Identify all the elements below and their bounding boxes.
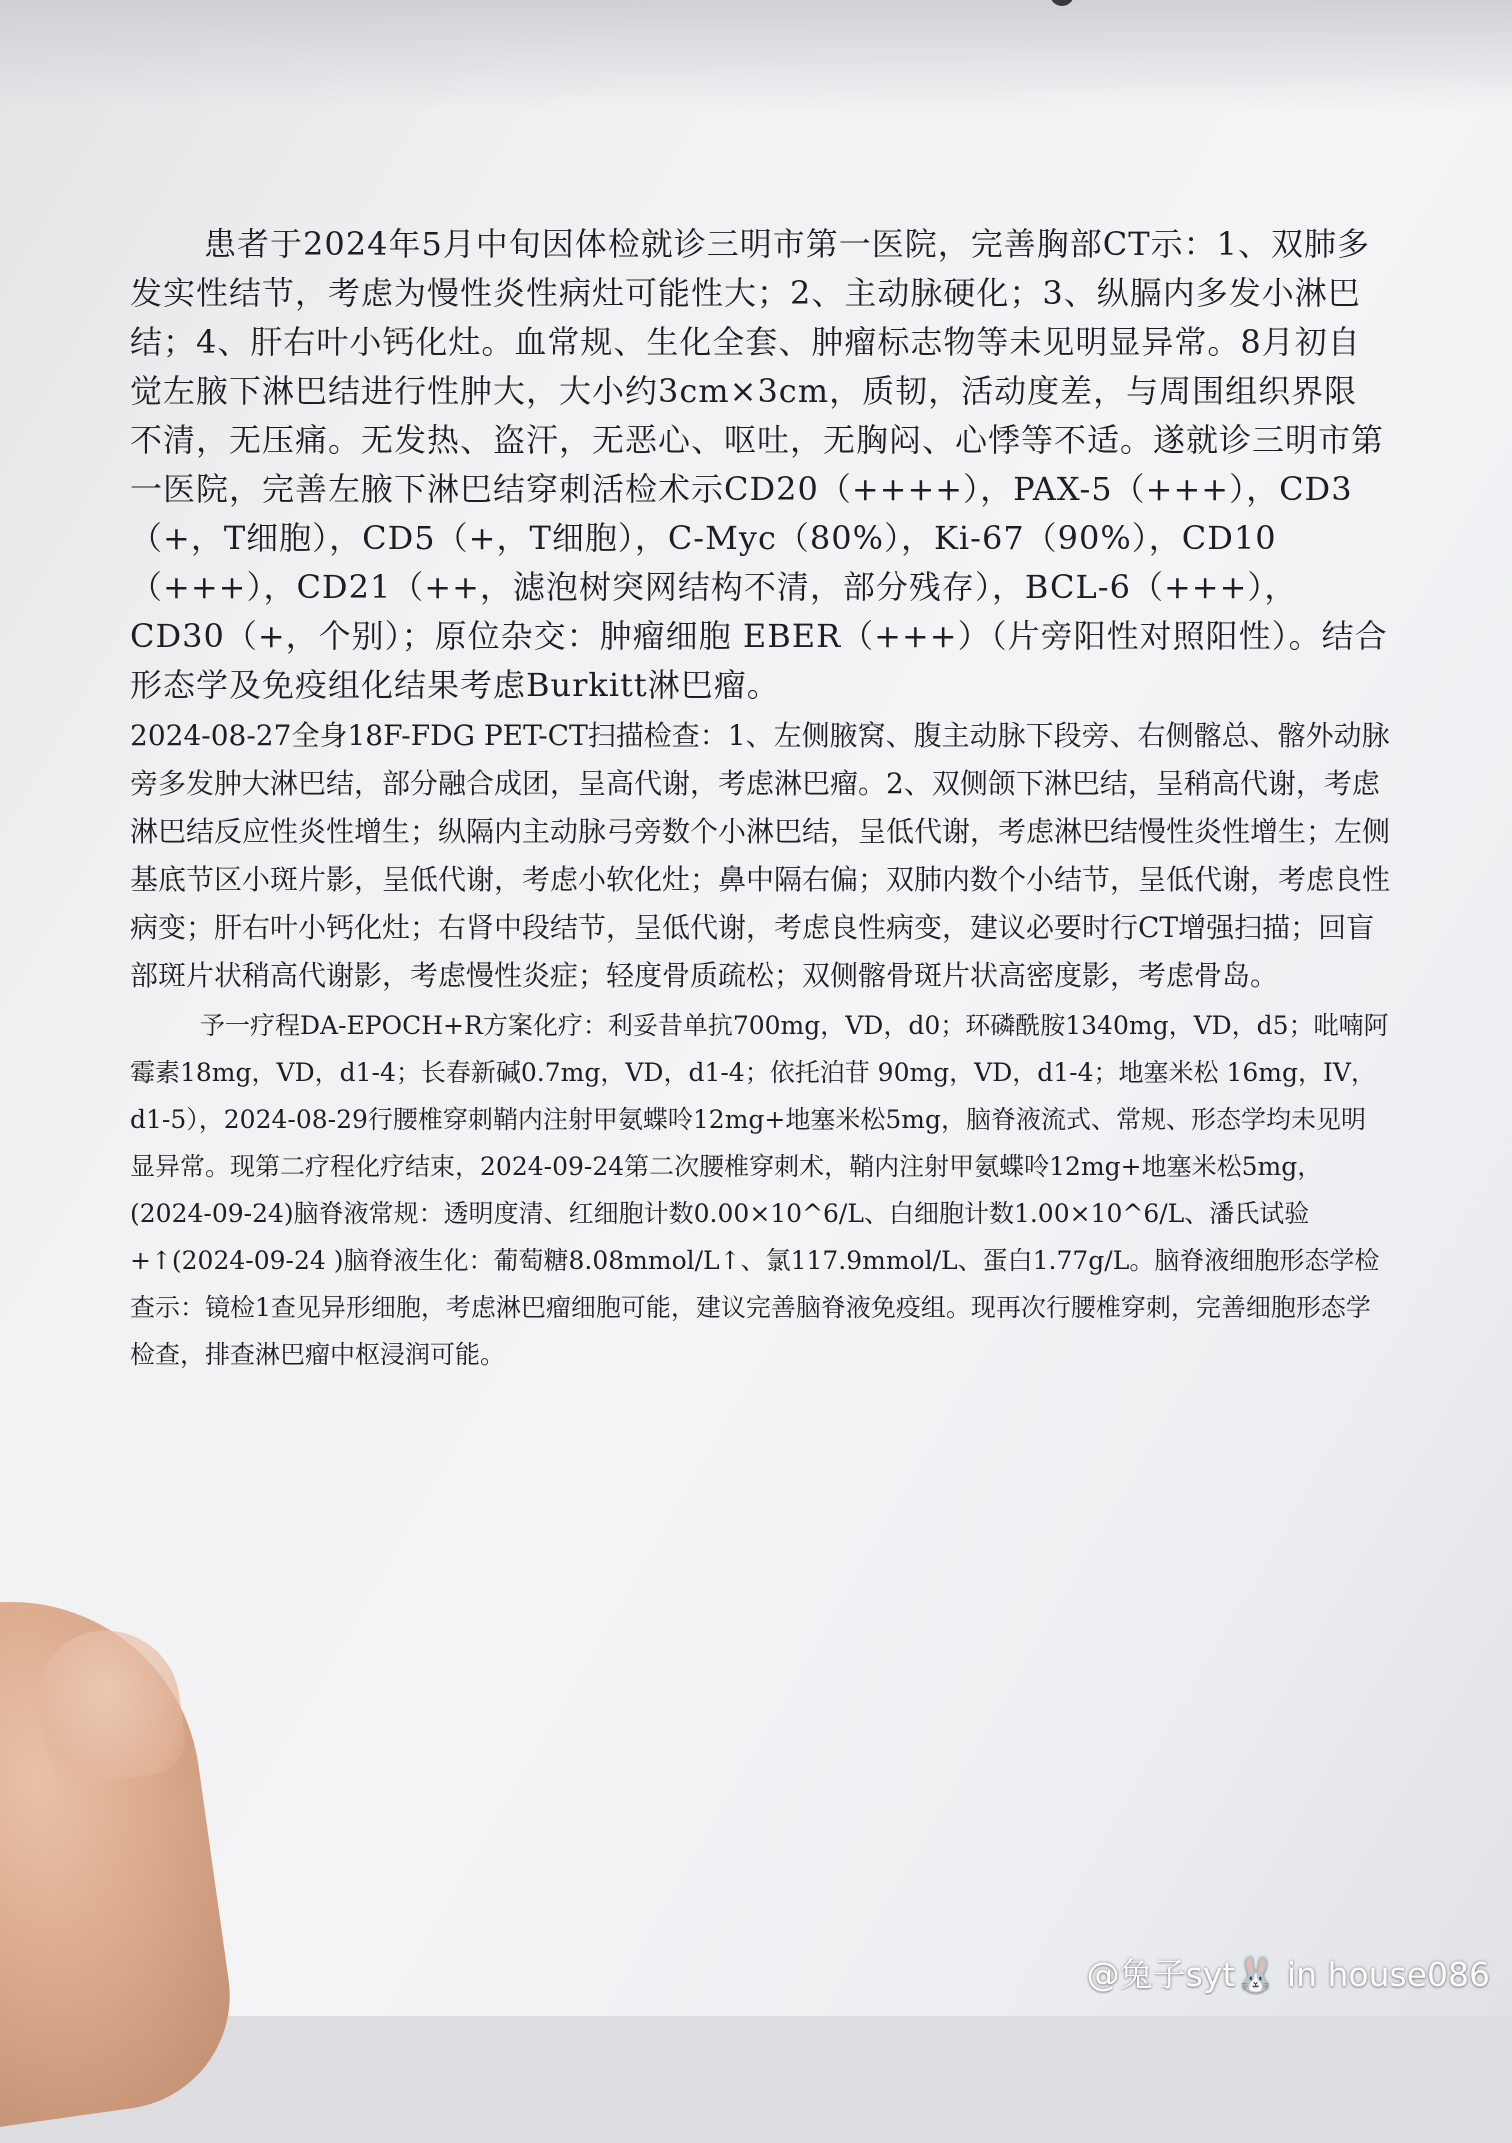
treatment-paragraph: 予一疗程DA-EPOCH+R方案化疗：利妥昔单抗700mg，VD，d0；环磷酰胺1340mg，VD，d5；吡喃阿霉素18mg，VD，d1-4；长春新碱0.7mg，VD，d1-4；依托泊苷 90mg，VD，d1-4；地塞米松 16mg，IV，d1-5），2024-08-29行腰椎穿刺鞘内注射甲氨蝶呤12mg+地塞米松5mg，脑脊液流式、常规、形态学均未见明显异常。现第二疗程化疗结束，2024-09-24第二次腰椎穿刺术，鞘内注射甲氨蝶呤12mg+地塞米松5mg，(2024-09-24)脑脊液常规：透明度清、红细胞计数0.00×10^6/L、白细胞计数1.00×10^6/L、潘氏试验+↑(2024-09-24 )脑脊液生化：葡萄糖8.08mmol/L↑、氯117.9mmol/L、蛋白1.77g/L。脑脊液细胞形态学检查示：镜检1查见异形细胞，考虑淋巴瘤细胞可能，建议完善脑脊液免疫组。现再次行腰椎穿刺，完善细胞形态学检查，排查淋巴瘤中枢浸润可能。 [130, 1011, 1389, 1369]
paper-top-shadow [0, 0, 1512, 110]
pet-ct-paragraph: 2024-08-27全身18F-FDG PET-CT扫描检查：1、左侧腋窝、腹主动脉下段旁、右侧髂总、髂外动脉旁多发肿大淋巴结，部分融合成团，呈高代谢，考虑淋巴瘤。2、双侧颌下淋巴结，呈稍高代谢，考虑淋巴结反应性炎性增生；纵隔内主动脉弓旁数个小淋巴结，呈低代谢，考虑淋巴结慢性炎性增生；左侧基底节区小斑片影，呈低代谢，考虑小软化灶；鼻中隔右偏；双肺内数个小结节，呈低代谢，考虑良性病变；肝右叶小钙化灶；右肾中段结节，呈低代谢，考虑良性病变，建议必要时行CT增强扫描；回盲部斑片状稍高代谢影，考虑慢性炎症；轻度骨质疏松；双侧髂骨斑片状高密度影，考虑骨岛。 [130, 719, 1391, 992]
history-paragraph: 患者于2024年5月中旬因体检就诊三明市第一医院，完善胸部CT示：1、双肺多发实性结节，考虑为慢性炎性病灶可能性大；2、主动脉硬化；3、纵膈内多发小淋巴结；4、肝右叶小钙化灶。血常规、生化全套、肿瘤标志物等未见明显异常。8月初自觉左腋下淋巴结进行性肿大，大小约3cm×3cm，质韧，活动度差，与周围组织界限不清，无压痛。无发热、盗汗，无恶心、呕吐，无胸闷、心悸等不适。遂就诊三明市第一医院，完善左腋下淋巴结穿刺活检术示CD20（++++），PAX-5（+++），CD3（+，T细胞），CD5（+，T细胞），C-Myc（80%），Ki-67（90%），CD10（+++），CD21（++，滤泡树突网结构不清，部分残存），BCL-6（+++），CD30（+，个别）；原位杂交：肿瘤细胞 EBER（+++）（片旁阳性对照阳性）。结合形态学及免疫组化结果考虑Burkitt淋巴瘤。 [130, 225, 1388, 704]
watermark-text: @兔子syt🐰 in house086 [1086, 1955, 1490, 1994]
medical-record-text [130, 220, 1390, 1378]
